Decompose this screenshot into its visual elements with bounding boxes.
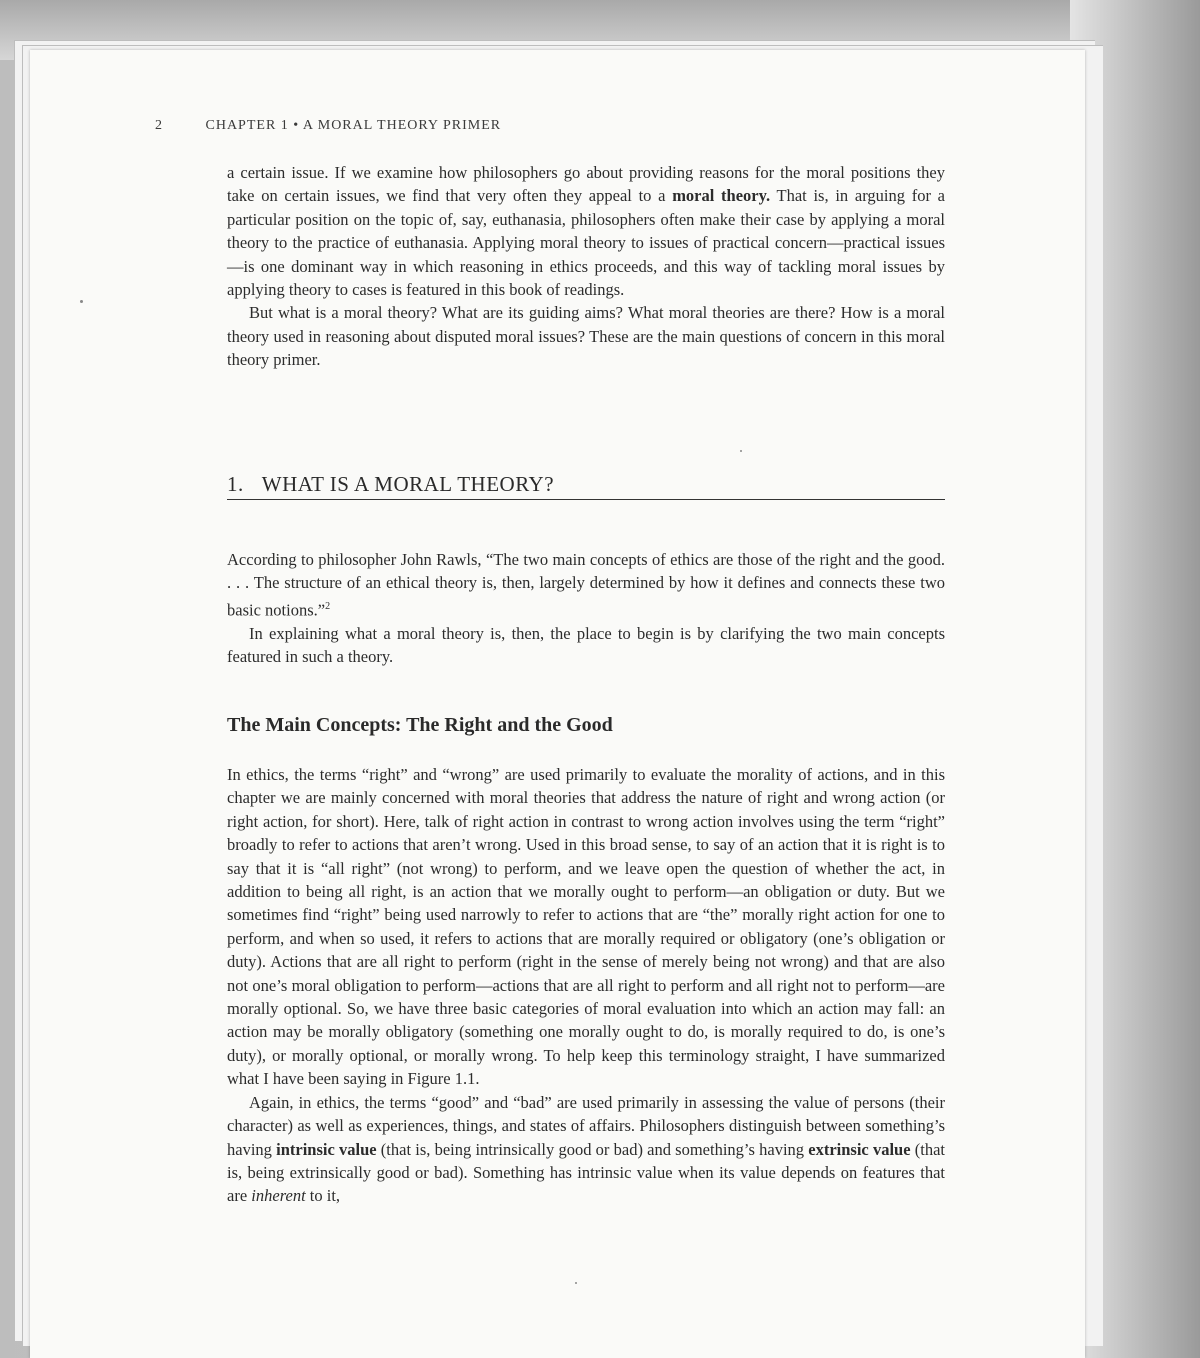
subsection-paragraph-2: Again, in ethics, the terms “good” and “bad” are used primarily in assessing the value of persons (their character) as well as experiences, things, and states of affairs. Philosophers distinguish between something’s having intrinsic value (that is, being intrinsically good or bad) and something’s having extrinsic value (that is, being extrinsically good or bad). Something has intrinsic value when its value depends on features that are inherent to it, — [227, 1092, 945, 1206]
scan-speck — [80, 300, 83, 303]
intro-text — [227, 161, 945, 372]
scan-speck — [740, 450, 742, 452]
scan-speck — [575, 1282, 577, 1284]
chapter-title: CHAPTER 1 • A MORAL THEORY PRIMER — [205, 118, 502, 133]
section-text — [227, 548, 945, 669]
section-paragraph-1: According to philosopher John Rawls, “The two main concepts of ethics are those of the right and the good. . . . The structure of an ethical theory is, then, largely determined by how it defines and connects these two basic notions.”$^2$ — [227, 550, 945, 620]
term-intrinsic-value: intrinsic value — [276, 1139, 377, 1159]
page-number: 2 — [155, 118, 163, 133]
term-moral-theory: moral theory. — [672, 186, 771, 206]
footnote-ref: 2 — [325, 600, 331, 612]
term-inherent: inherent — [251, 1186, 306, 1206]
section-number: 1. — [227, 472, 244, 496]
section-title: WHAT IS A MORAL THEORY? — [261, 472, 555, 496]
subsection-paragraph-1: In ethics, the terms “right” and “wrong” are used primarily to evaluate the morality of actions, and in this chapter we are mainly concerned with moral theories that address the nature of right and wrong action (or right action, for short). Here, talk of right action in contrast to wrong action involves using the term “right” broadly to refer to actions that aren’t wrong. Used in this broad sense, to say of an action that it is right is to say that it is “all right” (not wrong) to perform, and we leave open the question of whether the act, in addition to being all right, is an action that we morally ought to perform—an obligation or duty. But we sometimes find “right” being used narrowly to refer to actions that are “the” morally right action for one to perform, and when so used, it refers to actions that are morally required or obligatory (one’s obligation or duty). Actions that are all right to perform (right in the sense of merely being not wrong) and that are also not one’s moral obligation to perform—actions that are all right to perform and all right not to perform—are morally optional. So, we have three basic categories of moral evaluation into which an action may fall: an action may be morally obligatory (something one morally ought to do, is morally required to do, is one’s duty), or morally optional, or morally wrong. To help keep this terminology straight, I have summarized what I have been saying in Figure 1.1. — [227, 765, 945, 1089]
intro-paragraph-1: a certain issue. If we examine how philosophers go about providing reasons for the moral positions they take on certain issues, we find that very often they appeal to a moral theory. That is, in arguing for a particular position on the topic of, say, euthanasia, philosophers often make their case by applying a moral theory to the practice of euthanasia. Applying moral theory to issues of practical concern—practical issues—is one dominant way in which reasoning in ethics proceeds, and this way of tackling moral issues by applying theory to cases is featured in this book of readings. — [227, 163, 945, 300]
intro-paragraph-2: But what is a moral theory? What are its guiding aims? What moral theories are there? How is a moral theory used in reasoning about disputed moral issues? These are the main questions of concern in this moral theory primer. — [227, 303, 945, 370]
running-head — [155, 118, 501, 134]
section-heading — [227, 472, 945, 500]
subsection-heading: The Main Concepts: The Right and the Good — [227, 714, 613, 736]
term-extrinsic-value: extrinsic value — [808, 1139, 911, 1159]
subsection-text — [227, 763, 945, 1208]
section-paragraph-2: In explaining what a moral theory is, then, the place to begin is by clarifying the two main concepts featured in such a theory. — [227, 623, 945, 667]
